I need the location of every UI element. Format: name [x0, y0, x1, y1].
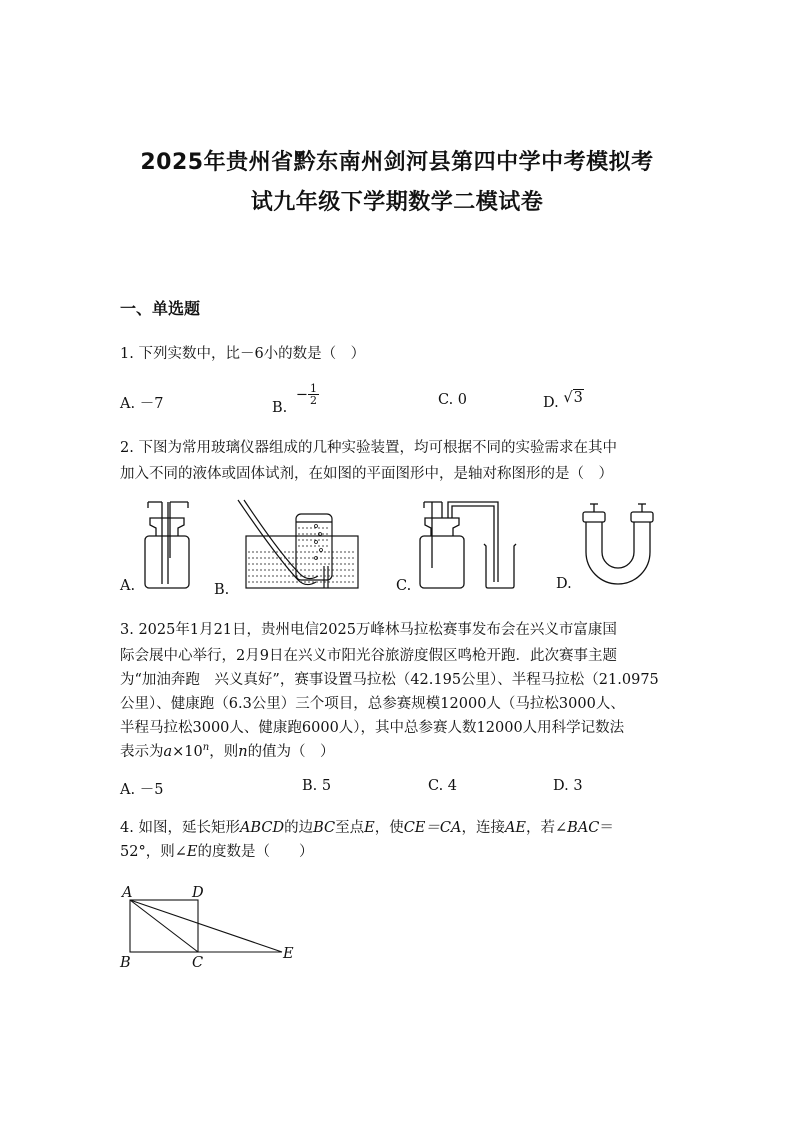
q3-option-d: D. 3 — [553, 778, 583, 794]
q2-line1: 2. 下图为常用玻璃仪器组成的几种实验装置，均可根据不同的实验需求在其中 — [120, 440, 617, 456]
q3-line2: 际会展中心举行，2月9日在兴义市阳光谷旅游度假区鸣枪开跑．此次赛事主题 — [120, 648, 617, 664]
q2-line2: 加入不同的液体或固体试剂，在如图的平面图形中，是轴对称图形的是（ ） — [120, 466, 613, 482]
q3-line3: 为“加油奔跑 兴义真好”，赛事设置马拉松（42.195公里）、半程马拉松（21.0975 — [120, 672, 659, 688]
q4-text: ＝ — [599, 820, 614, 836]
point-label-c: C — [192, 955, 204, 971]
q2-option-d-label: D. — [556, 576, 572, 592]
q2-option-a-label: A. — [120, 578, 136, 594]
q1-option-b-sign: − — [295, 386, 309, 403]
point-label-a: A — [122, 885, 133, 901]
q4-angle-bac: BAC — [567, 820, 600, 836]
section-heading: 一、单选题 — [120, 299, 201, 318]
diagonal-ac — [130, 900, 198, 952]
q3-option-c: C. 4 — [428, 778, 458, 794]
q4-text: ，使 — [374, 820, 404, 836]
q1-option-b — [272, 382, 319, 416]
q2-figure-d — [580, 502, 656, 590]
q3-sci-coefficient: a — [163, 744, 173, 760]
fraction-numerator: 1 — [310, 382, 318, 395]
q3-sci-exponent: n — [202, 742, 210, 754]
q4-side-bc: BC — [313, 820, 336, 836]
q3-line6-comma: ，则 — [209, 744, 239, 760]
q4-line1 — [120, 816, 614, 837]
q4-text: 至点 — [335, 820, 365, 836]
q4-text: 52°，则∠ — [120, 844, 187, 860]
q3-line4: 公里）、健康跑（6.3公里）三个项目，总参赛规模12000人（马拉松3000人、 — [120, 696, 625, 712]
q3-option-a: A. －5 — [120, 782, 164, 798]
q3-line5: 半程马拉松3000人、健康跑6000人），其中总参赛人数12000人用科学记数法 — [120, 720, 625, 736]
q1-option-b-label: B. — [272, 399, 288, 416]
page-title-line2: 试九年级下学期数学二模试卷 — [250, 190, 544, 215]
q4-text: 4. 如图，延长矩形 — [120, 820, 240, 836]
q4-point-e: E — [364, 820, 375, 836]
q4-text: 的边 — [284, 820, 314, 836]
q2-option-b-label: B. — [214, 582, 230, 598]
q1-option-d-label: D. — [543, 395, 559, 411]
q1-stem: 1. 下列实数中，比－6小的数是（ ） — [120, 346, 366, 362]
segment-ae — [130, 900, 282, 952]
point-label-b: B — [120, 955, 131, 971]
sqrt-symbol: √3 — [563, 390, 583, 406]
q4-line2 — [120, 840, 313, 861]
page-title-line1: 2025年贵州省黔东南州剑河县第四中学中考模拟考 — [140, 150, 654, 175]
q1-option-d — [543, 390, 584, 411]
q2-figure-a — [140, 498, 200, 590]
q4-rect-name: ABCD — [239, 820, 285, 836]
point-label-e: E — [283, 946, 294, 962]
q3-option-b: B. 5 — [302, 778, 332, 794]
q3-variable-n: n — [238, 744, 248, 760]
q4-text: 的度数是（ ） — [197, 844, 314, 860]
q2-figure-c — [416, 498, 526, 590]
sqrt-radicand: 3 — [573, 390, 583, 406]
q1-option-c: C. 0 — [438, 392, 468, 408]
point-label-d: D — [192, 885, 204, 901]
fraction-denominator: 2 — [310, 394, 318, 407]
q4-text: ，连接 — [461, 820, 505, 836]
q2-option-c-label: C. — [396, 578, 412, 594]
q3-line6-suffix: 的值为（ ） — [247, 744, 335, 760]
q4-geometry-figure — [120, 880, 300, 970]
q4-angle-e: E — [186, 844, 198, 860]
q4-condition: CE＝CA — [403, 820, 462, 836]
q3-line6 — [120, 740, 335, 761]
q1-option-a: A. －7 — [120, 396, 164, 412]
q1-option-b-fraction — [308, 383, 319, 406]
q3-sci-base: ×10 — [172, 744, 203, 760]
q4-text: ，若∠ — [526, 820, 568, 836]
q4-segment-ae: AE — [504, 820, 527, 836]
q3-line1: 3. 2025年1月21日，贵州电信2025万峰林马拉松赛事发布会在兴义市富康国 — [120, 622, 617, 638]
q2-figure-b — [236, 496, 360, 596]
q3-line6-prefix: 表示为 — [120, 744, 164, 760]
